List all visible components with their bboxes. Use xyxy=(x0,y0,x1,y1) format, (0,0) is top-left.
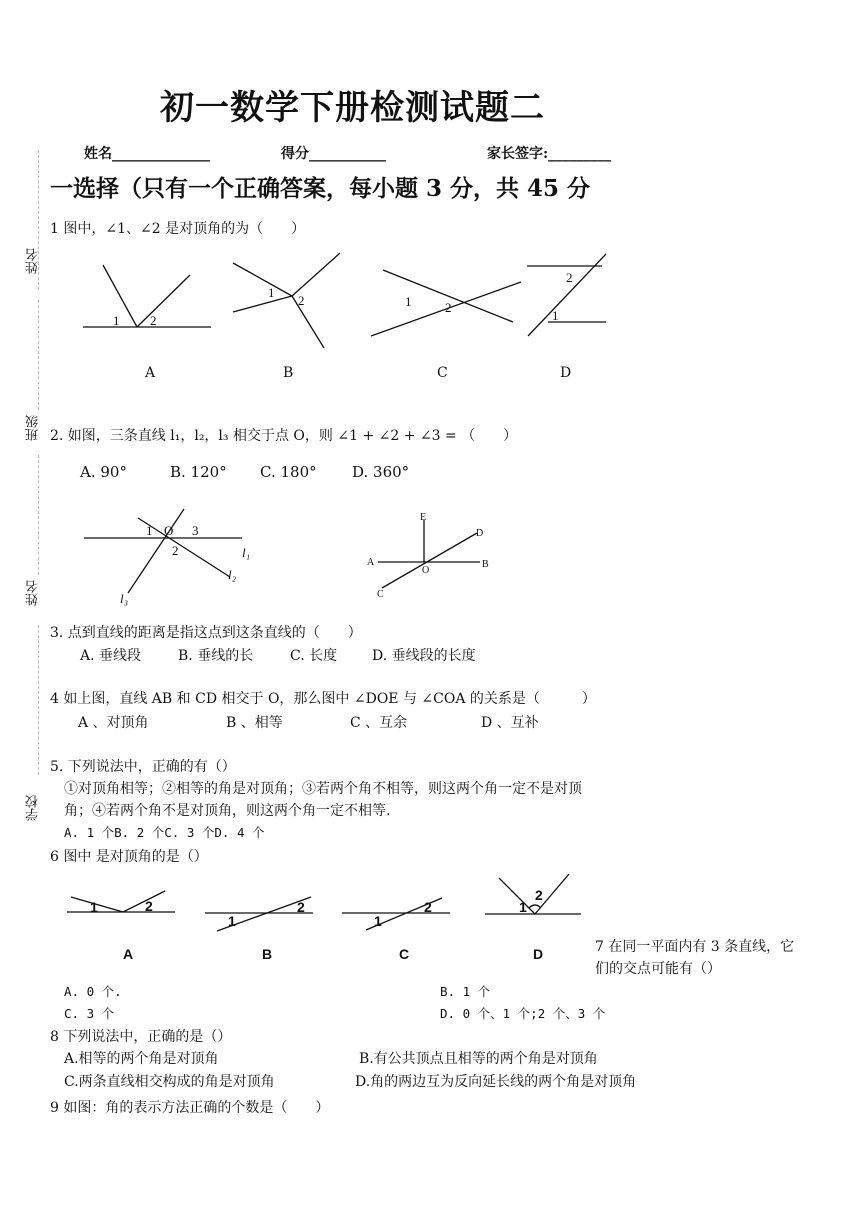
line-l1-label: l₁ xyxy=(242,545,251,560)
line-l3-label: l₃ xyxy=(120,591,129,606)
angle-1-label: 1 xyxy=(552,308,559,323)
side-label-school: 学校 xyxy=(26,795,41,821)
q8-option-c[interactable]: C.两条直线相交构成的角是对顶角 xyxy=(64,1074,275,1090)
angle-1-label: 1 xyxy=(146,523,153,538)
q6-figure-c xyxy=(340,890,452,935)
q7-option-a[interactable]: A. 0 个. xyxy=(64,984,122,999)
q4-figure-intersecting-lines xyxy=(362,510,497,600)
page-title: 初一数学下册检测试题二 xyxy=(160,88,545,128)
q7-text-line-1: 7 在同一平面内有 3 条直线，它 xyxy=(595,939,795,955)
angle-2-label: 2 xyxy=(172,543,179,558)
point-e-label: E xyxy=(420,512,427,523)
q2-option-d[interactable]: D. 360° xyxy=(352,463,410,481)
q6-text: 6 图中 是对顶角的是（） xyxy=(50,849,208,865)
angle-2-label: 2 xyxy=(445,300,452,315)
q8-option-d[interactable]: D.角的两边互为反向延长线的两个角是对顶角 xyxy=(355,1074,637,1090)
angle-1-label: 1 xyxy=(268,285,275,300)
q3-option-c[interactable]: C. 长度 xyxy=(290,648,338,664)
q1-figure-a xyxy=(75,255,220,340)
q1-figure-c xyxy=(365,262,525,342)
q4-option-b[interactable]: B 、相等 xyxy=(226,715,283,731)
section-heading: 一选择（只有一个正确答案，每小题 3 分，共 45 分 xyxy=(50,175,591,202)
q6-figure-a xyxy=(65,885,177,925)
q2-option-a[interactable]: A. 90° xyxy=(80,463,127,481)
q5-statement-line-2: 角；④若两个角不是对顶角，则这两个角一定不相等. xyxy=(64,803,391,819)
side-label-name-2: 姓名 xyxy=(26,580,41,606)
q5-options[interactable]: A. 1 个B. 2 个C. 3 个D. 4 个 xyxy=(64,825,265,840)
q2-figure-three-lines xyxy=(80,505,265,610)
q7-option-b[interactable]: B. 1 个 xyxy=(440,984,491,999)
margin-divider xyxy=(38,300,39,410)
margin-divider xyxy=(38,455,39,575)
angle-2-label: 2 xyxy=(566,270,573,285)
q6-option-d[interactable]: D xyxy=(533,946,544,962)
q3-option-b[interactable]: B. 垂线的长 xyxy=(178,648,254,664)
q1-option-c[interactable]: C xyxy=(437,365,448,381)
point-d-label: D xyxy=(476,528,484,539)
point-o-label: O xyxy=(422,565,430,576)
q4-option-d[interactable]: D 、互补 xyxy=(481,715,539,731)
q8-option-b[interactable]: B.有公共顶点且相等的两个角是对顶角 xyxy=(359,1051,598,1067)
point-b-label: B xyxy=(482,559,489,570)
q7-text-line-2: 们的交点可能有（） xyxy=(595,961,721,977)
angle-2-label: 2 xyxy=(424,899,432,915)
q2-text: 2. 如图，三条直线 l₁，l₂，l₃ 相交于点 O，则 ∠1 + ∠2 + ∠3 = （ ） xyxy=(50,428,518,444)
q2-option-b[interactable]: B. 120° xyxy=(170,463,227,481)
q5-statement-line-1: ①对顶角相等；②相等的角是对顶角；③若两个角不相等，则这两个角一定不是对顶 xyxy=(64,781,582,797)
side-label-class: 班级 xyxy=(26,415,41,441)
margin-divider xyxy=(38,625,39,775)
q6-figure-d xyxy=(483,870,588,920)
q4-option-c[interactable]: C 、互余 xyxy=(350,715,408,731)
angle-2-label: 2 xyxy=(297,899,305,915)
name-field-label: 姓名______________ xyxy=(84,146,210,162)
angle-1-label: 1 xyxy=(228,913,236,929)
q1-text: 1 图中，∠1、∠2 是对顶角的为（ ） xyxy=(50,221,306,237)
point-c-label: C xyxy=(377,589,384,600)
q6-option-b[interactable]: B xyxy=(262,946,273,962)
point-o-label: O xyxy=(164,523,174,538)
line-l2-label: l₂ xyxy=(228,567,237,582)
q8-option-a[interactable]: A.相等的两个角是对顶角 xyxy=(64,1051,219,1067)
q2-option-c[interactable]: C. 180° xyxy=(260,463,317,481)
q6-option-c[interactable]: C xyxy=(399,946,410,962)
q3-text: 3. 点到直线的距离是指这点到这条直线的（ ） xyxy=(50,625,362,641)
angle-1-label: 1 xyxy=(405,294,412,309)
q3-option-d[interactable]: D. 垂线段的长度 xyxy=(372,648,476,664)
angle-1-label: 1 xyxy=(374,913,382,929)
q8-text: 8 下列说法中，正确的是（） xyxy=(50,1029,232,1045)
angle-2-label: 2 xyxy=(150,313,157,328)
q3-option-a[interactable]: A. 垂线段 xyxy=(80,648,142,664)
q1-option-d[interactable]: D xyxy=(560,365,572,381)
angle-2-label: 2 xyxy=(145,898,153,914)
q9-text: 9 如图：角的表示方法正确的个数是（ ） xyxy=(50,1100,330,1116)
q4-text: 4 如上图，直线 AB 和 CD 相交于 O，那么图中 ∠DOE 与 ∠COA 的关系是（ ） xyxy=(50,691,596,707)
parent-signature-label: 家长签字:_________ xyxy=(487,146,612,162)
angle-1-label: 1 xyxy=(90,899,98,915)
q7-option-c[interactable]: C. 3 个 xyxy=(64,1006,115,1021)
q1-figure-b xyxy=(228,248,348,353)
score-field-label: 得分___________ xyxy=(281,146,386,162)
q6-option-a[interactable]: A xyxy=(123,946,134,962)
angle-1-label: 1 xyxy=(113,313,120,328)
q6-figure-b xyxy=(203,893,315,935)
q1-option-b[interactable]: B xyxy=(283,365,294,381)
q5-text: 5. 下列说法中，正确的有（） xyxy=(50,759,236,775)
angle-3-label: 3 xyxy=(192,523,199,538)
angle-2-label: 2 xyxy=(535,887,543,903)
q7-option-d[interactable]: D. 0 个、1 个;2 个、3 个 xyxy=(440,1006,606,1021)
side-label-name: 姓名 xyxy=(26,248,41,274)
point-a-label: A xyxy=(367,557,375,568)
angle-1-label: 1 xyxy=(519,899,527,915)
q1-figure-d xyxy=(522,250,617,340)
q4-option-a[interactable]: A 、对顶角 xyxy=(78,715,149,731)
q1-option-a[interactable]: A xyxy=(145,365,156,381)
angle-2-label: 2 xyxy=(298,293,305,308)
